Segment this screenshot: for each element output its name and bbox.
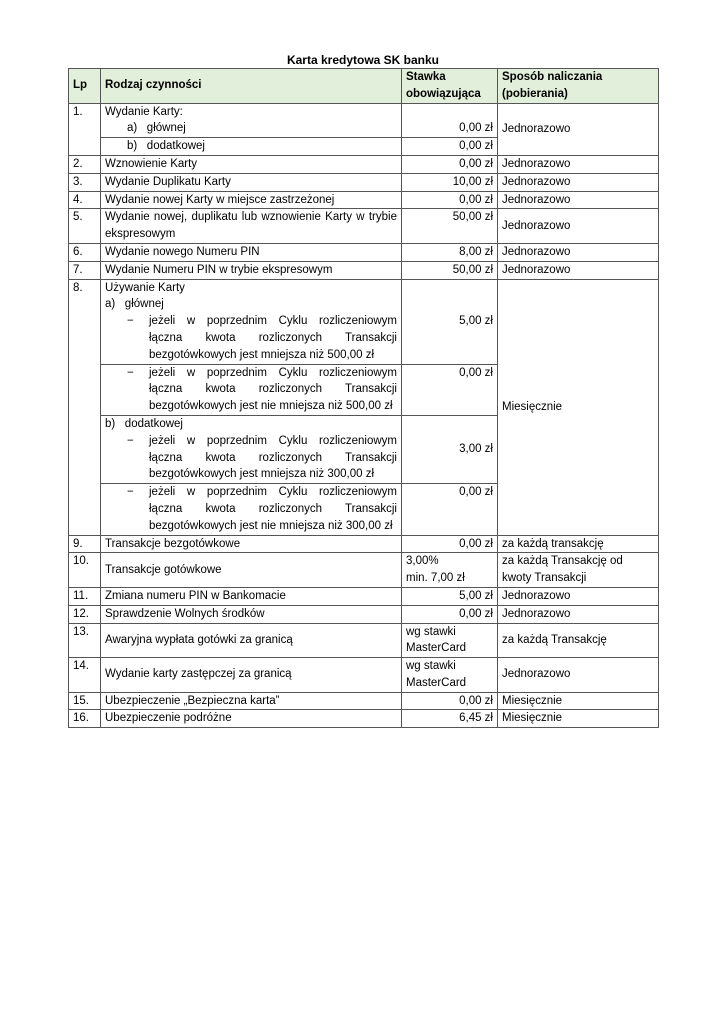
sub-item-a: a) głównej xyxy=(105,298,164,311)
row-method: Jednorazowo xyxy=(498,605,659,623)
row-lp: 13. xyxy=(69,623,101,658)
header-type: Rodzaj czynności xyxy=(101,69,402,104)
dash-bullet: − xyxy=(127,486,134,499)
dash-bullet: − xyxy=(127,434,134,447)
row-rate: 0,00 zł xyxy=(402,535,498,553)
row-label: Wydanie Karty: xyxy=(105,105,183,118)
table-row xyxy=(69,623,659,658)
dash-bullet: − xyxy=(127,315,134,328)
row-label: Używanie Karty xyxy=(105,281,185,294)
row-rate: 8,00 zł xyxy=(402,243,498,261)
row-lp: 4. xyxy=(69,191,101,209)
row-lp: 9. xyxy=(69,535,101,553)
condition-b2 xyxy=(105,484,397,534)
row-rate: 5,00 zł xyxy=(402,587,498,605)
row-rate: 0,00 zł xyxy=(402,138,498,156)
row-description xyxy=(101,484,402,535)
row-description xyxy=(101,279,402,364)
row-method: Jednorazowo xyxy=(498,103,659,155)
row-method: Jednorazowo xyxy=(498,209,659,244)
dash-bullet: − xyxy=(127,366,134,379)
row-rate: 5,00 zł xyxy=(402,279,498,364)
header-lp: Lp xyxy=(69,69,101,104)
table-row xyxy=(69,173,659,191)
sub-item-a: a) głównej xyxy=(127,122,186,135)
row-rate xyxy=(402,623,498,658)
row-description xyxy=(101,138,402,156)
row-lp: 14. xyxy=(69,658,101,693)
row-rate: 0,00 zł xyxy=(402,605,498,623)
table-row xyxy=(69,191,659,209)
row-description: Ubezpieczenie podróżne xyxy=(101,710,402,728)
rate-minimum: min. 7,00 zł xyxy=(406,572,465,585)
row-method: Jednorazowo xyxy=(498,191,659,209)
row-rate: 6,45 zł xyxy=(402,710,498,728)
sub-item-b: b) dodatkowej xyxy=(105,417,183,430)
table-row xyxy=(69,587,659,605)
table-row xyxy=(69,692,659,710)
row-rate: 0,00 zł xyxy=(402,191,498,209)
table-row xyxy=(69,261,659,279)
row-lp: 3. xyxy=(69,173,101,191)
row-rate: 50,00 zł xyxy=(402,261,498,279)
row-description: Wydanie Duplikatu Karty xyxy=(101,173,402,191)
row-lp: 1. xyxy=(69,103,101,155)
rate-text: wg stawki MasterCard xyxy=(406,625,467,655)
row-method: Miesięcznie xyxy=(498,710,659,728)
row-description: Wydanie karty zastępczej za granicą xyxy=(101,658,402,693)
row-description: Wydanie Numeru PIN w trybie ekspresowym xyxy=(101,261,402,279)
row-method: Miesięcznie xyxy=(498,692,659,710)
condition-text: jeżeli w poprzednim Cyklu rozliczeniowym łączna kwota rozliczonych Transakcji bezgotówkowych jest mniejsza niż 300,00 zł xyxy=(149,434,397,481)
table-row xyxy=(69,243,659,261)
row-rate: 0,00 zł xyxy=(402,155,498,173)
rate-text: wg stawki MasterCard xyxy=(406,660,467,689)
row-description: Zmiana numeru PIN w Bankomacie xyxy=(101,587,402,605)
fee-table xyxy=(68,68,659,728)
table-row xyxy=(69,605,659,623)
row-description: Transakcje bezgotówkowe xyxy=(101,535,402,553)
table-row xyxy=(69,535,659,553)
table-row xyxy=(69,279,659,364)
row-method: Miesięcznie xyxy=(498,279,659,535)
row-method: Jednorazowo xyxy=(498,155,659,173)
row-method: Jednorazowo xyxy=(498,173,659,191)
row-lp: 15. xyxy=(69,692,101,710)
row-lp: 12. xyxy=(69,605,101,623)
table-header-row xyxy=(69,69,659,104)
row-lp: 7. xyxy=(69,261,101,279)
row-rate: 50,00 zł xyxy=(402,209,498,244)
condition-a2 xyxy=(105,365,397,415)
row-description: Wznowienie Karty xyxy=(101,155,402,173)
page-title: Karta kredytowa SK banku xyxy=(286,53,440,67)
sub-item-b: b) dodatkowej xyxy=(127,140,205,153)
row-description xyxy=(101,103,402,138)
row-description: Ubezpieczenie „Bezpieczna karta” xyxy=(101,692,402,710)
row-lp: 5. xyxy=(69,209,101,244)
rate-percent: 3,00% xyxy=(406,555,439,568)
row-description: Awaryjna wypłata gotówki za granicą xyxy=(101,623,402,658)
row-lp: 10. xyxy=(69,553,101,588)
table-row xyxy=(69,553,659,588)
row-method: Jednorazowo xyxy=(498,587,659,605)
row-method: za każdą Transakcję xyxy=(498,623,659,658)
row-rate: 3,00 zł xyxy=(402,415,498,483)
condition-text: jeżeli w poprzednim Cyklu rozliczeniowym łączna kwota rozliczonych Transakcji bezgotówkowych jest nie mniejsza niż 300,00 zł xyxy=(149,486,397,532)
table-row xyxy=(69,155,659,173)
row-rate xyxy=(402,658,498,693)
row-rate xyxy=(402,553,498,588)
table-row xyxy=(69,658,659,693)
row-method: za każdą Transakcję od kwoty Transakcji xyxy=(498,553,659,588)
row-lp: 16. xyxy=(69,710,101,728)
header-rate: Stawka obowiązująca xyxy=(402,69,498,104)
header-method: Sposób naliczania (pobierania) xyxy=(498,69,659,104)
row-lp: 8. xyxy=(69,279,101,535)
condition-text: jeżeli w poprzednim Cyklu rozliczeniowym łączna kwota rozliczonych Transakcji bezgotówkowych jest mniejsza niż 500,00 zł xyxy=(149,315,397,361)
row-description: Wydanie nowej Karty w miejsce zastrzeżonej xyxy=(101,191,402,209)
row-method: Jednorazowo xyxy=(498,261,659,279)
row-description xyxy=(101,364,402,415)
row-lp: 11. xyxy=(69,587,101,605)
row-rate: 10,00 zł xyxy=(402,173,498,191)
row-method: Jednorazowo xyxy=(498,243,659,261)
row-description: Transakcje gotówkowe xyxy=(101,553,402,588)
row-rate: 0,00 zł xyxy=(402,692,498,710)
condition-a1 xyxy=(105,313,397,363)
condition-text: jeżeli w poprzednim Cyklu rozliczeniowym łączna kwota rozliczonych Transakcji bezgotówkowych jest nie mniejsza niż 500,00 zł xyxy=(149,366,397,413)
table-row xyxy=(69,103,659,138)
row-rate: 0,00 zł xyxy=(402,484,498,535)
row-method: za każdą transakcję xyxy=(498,535,659,553)
table-row xyxy=(69,209,659,244)
row-description xyxy=(101,415,402,483)
row-method: Jednorazowo xyxy=(498,658,659,693)
row-description: Sprawdzenie Wolnych środków xyxy=(101,605,402,623)
row-rate: 0,00 zł xyxy=(402,364,498,415)
condition-b1 xyxy=(105,433,397,483)
table-row xyxy=(69,710,659,728)
row-rate: 0,00 zł xyxy=(402,103,498,138)
row-description: Wydanie nowego Numeru PIN xyxy=(101,243,402,261)
row-description: Wydanie nowej, duplikatu lub wznowienie Karty w trybie ekspresowym xyxy=(101,209,402,244)
row-lp: 2. xyxy=(69,155,101,173)
row-lp: 6. xyxy=(69,243,101,261)
